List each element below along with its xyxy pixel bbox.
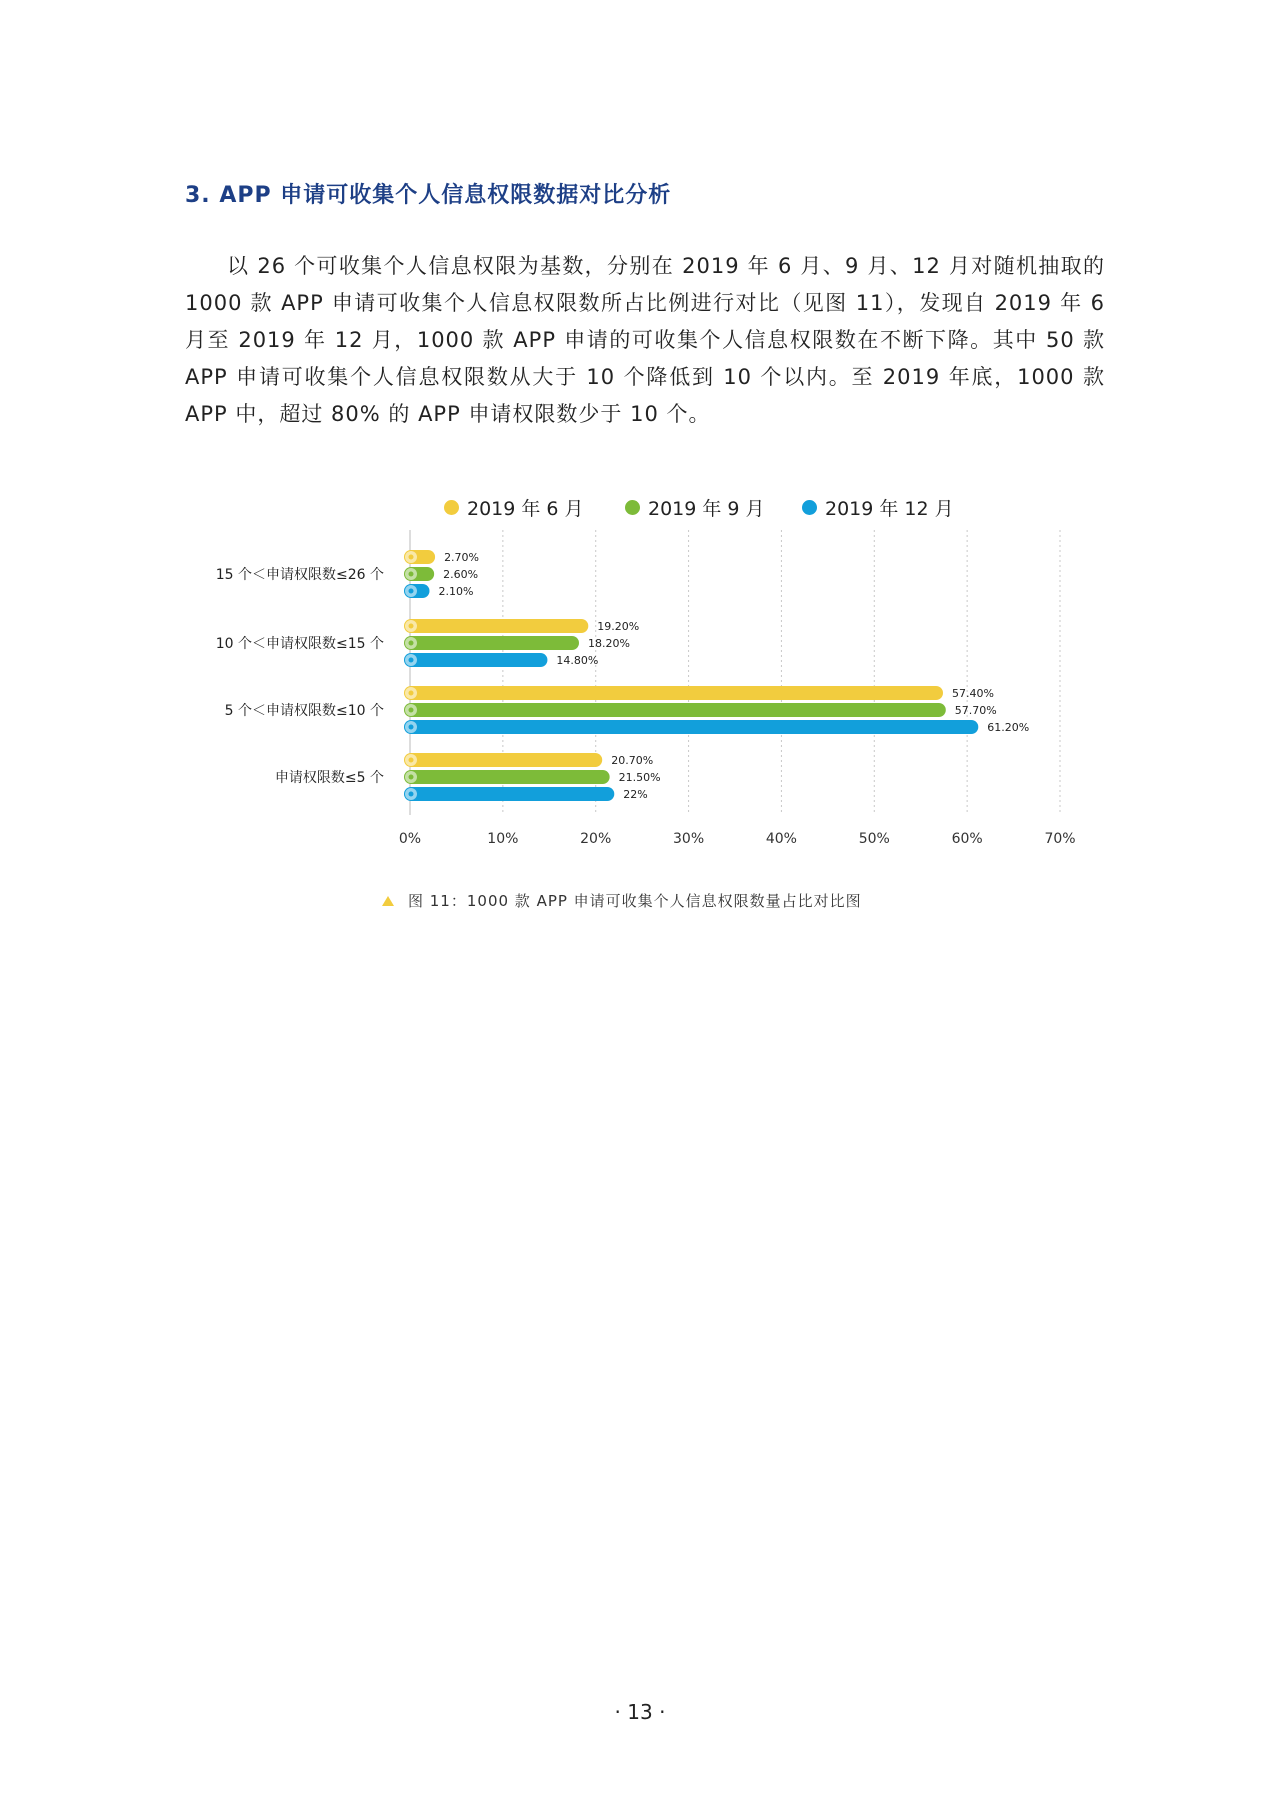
- bar-knob-center: [409, 775, 414, 780]
- bar: [404, 703, 946, 717]
- data-label: 22%: [623, 788, 648, 801]
- bar-knob-center: [409, 708, 414, 713]
- caption-text: 图 11：1000 款 APP 申请可收集个人信息权限数量占比对比图: [408, 892, 862, 910]
- x-tick-label: 20%: [580, 831, 612, 847]
- x-tick-label: 50%: [858, 831, 890, 847]
- data-label: 21.50%: [618, 771, 661, 784]
- data-label: 14.80%: [556, 654, 599, 667]
- figure-caption: [382, 890, 862, 911]
- category-label: 申请权限数≤5 个: [274, 770, 384, 786]
- legend-label-dec: 2019 年 12 月: [825, 498, 954, 520]
- bar: [404, 653, 547, 667]
- data-label: 2.60%: [443, 568, 479, 581]
- data-label: 20.70%: [611, 754, 654, 767]
- triangle-icon: [382, 896, 394, 906]
- bar-knob-center: [409, 691, 414, 696]
- bar-knob-center: [409, 572, 414, 577]
- bar: [404, 636, 579, 650]
- bar: [404, 770, 610, 784]
- data-label: 19.20%: [597, 620, 640, 633]
- x-tick-label: 70%: [1044, 831, 1076, 847]
- legend-label-jun: 2019 年 6 月: [467, 498, 584, 520]
- bar-knob-center: [409, 792, 414, 797]
- bar-knob-center: [409, 589, 414, 594]
- data-label: 2.70%: [444, 551, 480, 564]
- bar: [404, 720, 978, 734]
- data-label: 57.70%: [954, 704, 997, 717]
- data-label: 57.40%: [952, 687, 994, 700]
- category-label: 15 个＜申请权限数≤26 个: [215, 567, 384, 583]
- bar: [404, 787, 614, 801]
- paragraph-text: 以 26 个可收集个人信息权限为基数，分别在 2019 年 6 月、9 月、12 月对随机抽取的 1000 款 APP 申请可收集个人信息权限数所占比例进行对比（见图 11），发现自 2019 年 6 月至 2019 年 12 月，1000 款 APP 申请的可收集个人信息权限数在不断下降。其中 50 款 APP 申请可收集个人信息权限数从大于 10 个降低到 10 个以内。至 2019 年底，1000 款 APP 中，超过 80% 的 APP 申请权限数少于 10 个。: [185, 254, 1105, 426]
- bar-knob-center: [409, 641, 414, 646]
- bar: [404, 619, 588, 633]
- x-tick-label: 10%: [487, 831, 519, 847]
- bar: [404, 753, 602, 767]
- x-tick-label: 0%: [398, 831, 422, 847]
- category-label: 5 个＜申请权限数≤10 个: [224, 703, 384, 719]
- category-label: 10 个＜申请权限数≤15 个: [215, 636, 384, 652]
- x-tick-label: 60%: [951, 831, 983, 847]
- data-label: 61.20%: [987, 721, 1030, 734]
- data-label: 2.10%: [438, 585, 474, 598]
- bar-chart: [0, 0, 1280, 880]
- bar-knob-center: [409, 658, 414, 663]
- bar-knob-center: [409, 624, 414, 629]
- data-label: 18.20%: [588, 637, 630, 650]
- section-title: 3. APP 申请可收集个人信息权限数据对比分析: [185, 183, 672, 208]
- x-tick-label: 30%: [673, 831, 705, 847]
- bar-knob-center: [409, 725, 414, 730]
- bar: [404, 686, 943, 700]
- legend-label-sep: 2019 年 9 月: [648, 498, 765, 520]
- page-number: · 13 ·: [614, 1700, 666, 1724]
- x-tick-label: 40%: [765, 831, 797, 847]
- bar-knob-center: [409, 758, 414, 763]
- bar-knob-center: [409, 555, 414, 560]
